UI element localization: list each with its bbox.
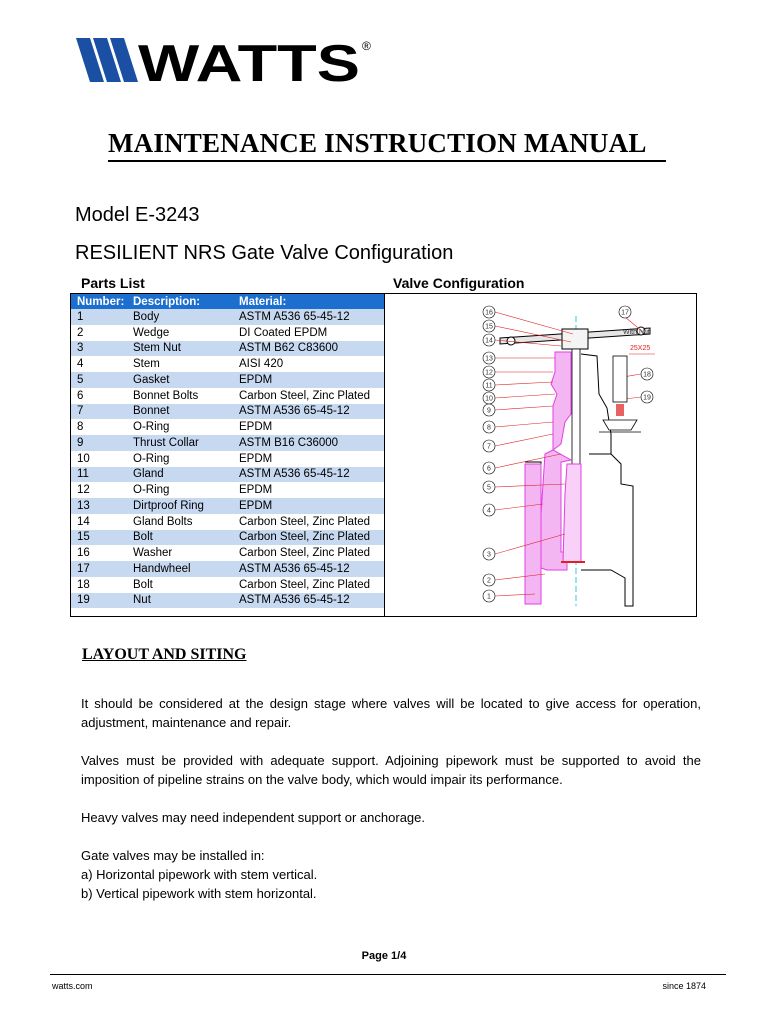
- header-description: Description:: [133, 295, 201, 308]
- part-number: 11: [77, 468, 89, 481]
- with-nut-label: With Nut: [623, 329, 650, 336]
- callout-label: 7: [487, 443, 491, 451]
- table-row: [71, 435, 384, 451]
- part-material: ASTM A536 65-45-12: [239, 562, 350, 575]
- part-material: EPDM: [239, 421, 273, 434]
- logo-mark: [76, 38, 138, 82]
- header-material: Material:: [239, 295, 287, 308]
- callout-label: 3: [487, 551, 491, 559]
- part-description: Gasket: [133, 373, 170, 386]
- part-number: 16: [77, 547, 90, 560]
- table-row: [71, 356, 384, 372]
- callout-label: 14: [485, 337, 493, 345]
- part-number: 9: [77, 436, 84, 449]
- part-number: 4: [77, 358, 84, 371]
- part-description: Body: [133, 310, 160, 323]
- paragraph-design-stage: It should be considered at the design stage where valves will be located to give access for operation, adjustment, maintenance and repair.: [81, 696, 701, 730]
- document-title: MAINTENANCE INSTRUCTION MANUAL: [108, 128, 647, 158]
- part-description: Stem: [133, 358, 160, 371]
- logo-wordmark: WATTS: [138, 36, 360, 86]
- table-row: [71, 467, 384, 483]
- footer-website: watts.com: [52, 981, 93, 991]
- logo-registered: ®: [362, 39, 371, 53]
- valve-config-heading: Valve Configuration: [393, 275, 525, 291]
- callout-label: 8: [487, 424, 491, 432]
- parts-table: [71, 294, 385, 616]
- part-description: Wedge: [133, 326, 170, 339]
- part-material: EPDM: [239, 499, 273, 512]
- header-number: Number:: [77, 295, 125, 308]
- part-description: Bolt: [133, 578, 153, 591]
- list-item-horizontal: a) Horizontal pipework with stem vertical.: [81, 867, 318, 882]
- table-row: [71, 498, 384, 514]
- part-material: Carbon Steel, Zinc Plated: [239, 547, 371, 560]
- part-description: O-Ring: [133, 484, 170, 497]
- part-number: 5: [77, 373, 84, 386]
- callout-label: 13: [485, 355, 493, 363]
- table-row: [71, 530, 384, 546]
- part-number: 3: [77, 342, 84, 355]
- part-material: Carbon Steel, Zinc Plated: [239, 515, 371, 528]
- callout-label: 17: [621, 309, 629, 317]
- page-number: Page 1/4: [361, 950, 407, 962]
- table-row: [71, 561, 384, 577]
- table-row: [71, 404, 384, 420]
- table-row: [71, 482, 384, 498]
- configuration-title: RESILIENT NRS Gate Valve Configuration: [75, 242, 454, 264]
- part-material: Carbon Steel, Zinc Plated: [239, 531, 371, 544]
- part-number: 13: [77, 499, 90, 512]
- part-description: Nut: [133, 594, 151, 607]
- table-row: [71, 325, 384, 341]
- footer-rule: [50, 974, 726, 975]
- part-description: Gland Bolts: [133, 515, 193, 528]
- part-number: 14: [77, 515, 90, 528]
- part-number: 10: [77, 452, 90, 465]
- table-row: [71, 372, 384, 388]
- part-material: EPDM: [239, 484, 273, 497]
- part-description: Stem Nut: [133, 342, 181, 355]
- part-number: 17: [77, 562, 90, 575]
- callout-label: 18: [643, 371, 651, 379]
- part-material: EPDM: [239, 452, 273, 465]
- part-description: Bolt: [133, 531, 153, 544]
- part-material: Carbon Steel, Zinc Plated: [239, 578, 371, 591]
- callout-label: 12: [485, 369, 493, 377]
- table-row: [71, 545, 384, 561]
- part-description: Dirtproof Ring: [133, 499, 204, 512]
- part-description: O-Ring: [133, 452, 170, 465]
- part-material: ASTM A536 65-45-12: [239, 468, 350, 481]
- table-row: [71, 419, 384, 435]
- valve-diagram: [385, 294, 696, 616]
- title-underline: [108, 160, 666, 162]
- part-number: 6: [77, 389, 84, 402]
- part-material: DI Coated EPDM: [239, 326, 328, 339]
- paragraph-heavy-valves: Heavy valves may need independent support or anchorage.: [81, 810, 425, 825]
- table-row: [71, 593, 384, 609]
- part-description: O-Ring: [133, 421, 170, 434]
- table-row: [71, 388, 384, 404]
- part-description: Washer: [133, 547, 173, 560]
- bonnet-section: [551, 352, 571, 450]
- footer-since: since 1874: [662, 981, 706, 991]
- callout-label: 19: [643, 394, 651, 402]
- model-number: Model E-3243: [75, 204, 200, 226]
- part-number: 19: [77, 594, 90, 607]
- part-material: ASTM A536 65-45-12: [239, 310, 350, 323]
- part-number: 12: [77, 484, 90, 497]
- callout-label: 4: [487, 507, 491, 515]
- callout-label: 5: [487, 484, 491, 492]
- part-description: Gland: [133, 468, 164, 481]
- part-material: ASTM A536 65-45-12: [239, 594, 350, 607]
- parts-list-heading: Parts List: [81, 275, 145, 291]
- dimension-label: 25X25: [630, 345, 651, 352]
- part-material: EPDM: [239, 373, 273, 386]
- table-row: [71, 451, 384, 467]
- table-row: [71, 341, 384, 357]
- part-description: Bonnet: [133, 405, 170, 418]
- callout-label: 9: [487, 407, 491, 415]
- detail-view: [599, 329, 655, 432]
- callout-label: 16: [485, 309, 493, 317]
- part-description: Bonnet Bolts: [133, 389, 199, 402]
- table-row: [71, 309, 384, 325]
- callout-label: 1: [487, 593, 491, 601]
- part-number: 18: [77, 578, 90, 591]
- parts-table-header: [71, 294, 384, 309]
- list-item-vertical: b) Vertical pipework with stem horizontal.: [81, 886, 317, 901]
- part-number: 1: [77, 310, 84, 323]
- part-material: ASTM A536 65-45-12: [239, 405, 350, 418]
- parts-and-diagram-box: [70, 293, 697, 617]
- part-number: 8: [77, 421, 84, 434]
- callout-label: 10: [485, 395, 493, 403]
- wedge-drawing: [563, 464, 581, 562]
- parts-table-body: [71, 309, 384, 608]
- callout-label: 11: [485, 382, 493, 390]
- section-heading: LAYOUT AND SITING: [82, 646, 247, 663]
- paragraph-support: Valves must be provided with adequate support. Adjoining pipework must be supported to avoid the imposition of pipeline strains on the valve body, which would impair its performance.: [81, 753, 701, 787]
- callout-label: 2: [487, 577, 491, 585]
- part-description: Handwheel: [133, 562, 191, 575]
- part-material: Carbon Steel, Zinc Plated: [239, 389, 371, 402]
- part-material: AISI 420: [239, 358, 284, 371]
- part-number: 7: [77, 405, 84, 418]
- table-row: [71, 577, 384, 593]
- callout-label: 15: [485, 323, 493, 331]
- part-number: 15: [77, 531, 90, 544]
- part-number: 2: [77, 326, 84, 339]
- watts-logo: [76, 36, 376, 86]
- table-row: [71, 514, 384, 530]
- part-material: ASTM B16 C36000: [239, 436, 339, 449]
- paragraph-installed-in: Gate valves may be installed in:: [81, 848, 265, 863]
- callout-label: 6: [487, 465, 491, 473]
- part-description: Thrust Collar: [133, 436, 199, 449]
- part-material: ASTM B62 C83600: [239, 342, 339, 355]
